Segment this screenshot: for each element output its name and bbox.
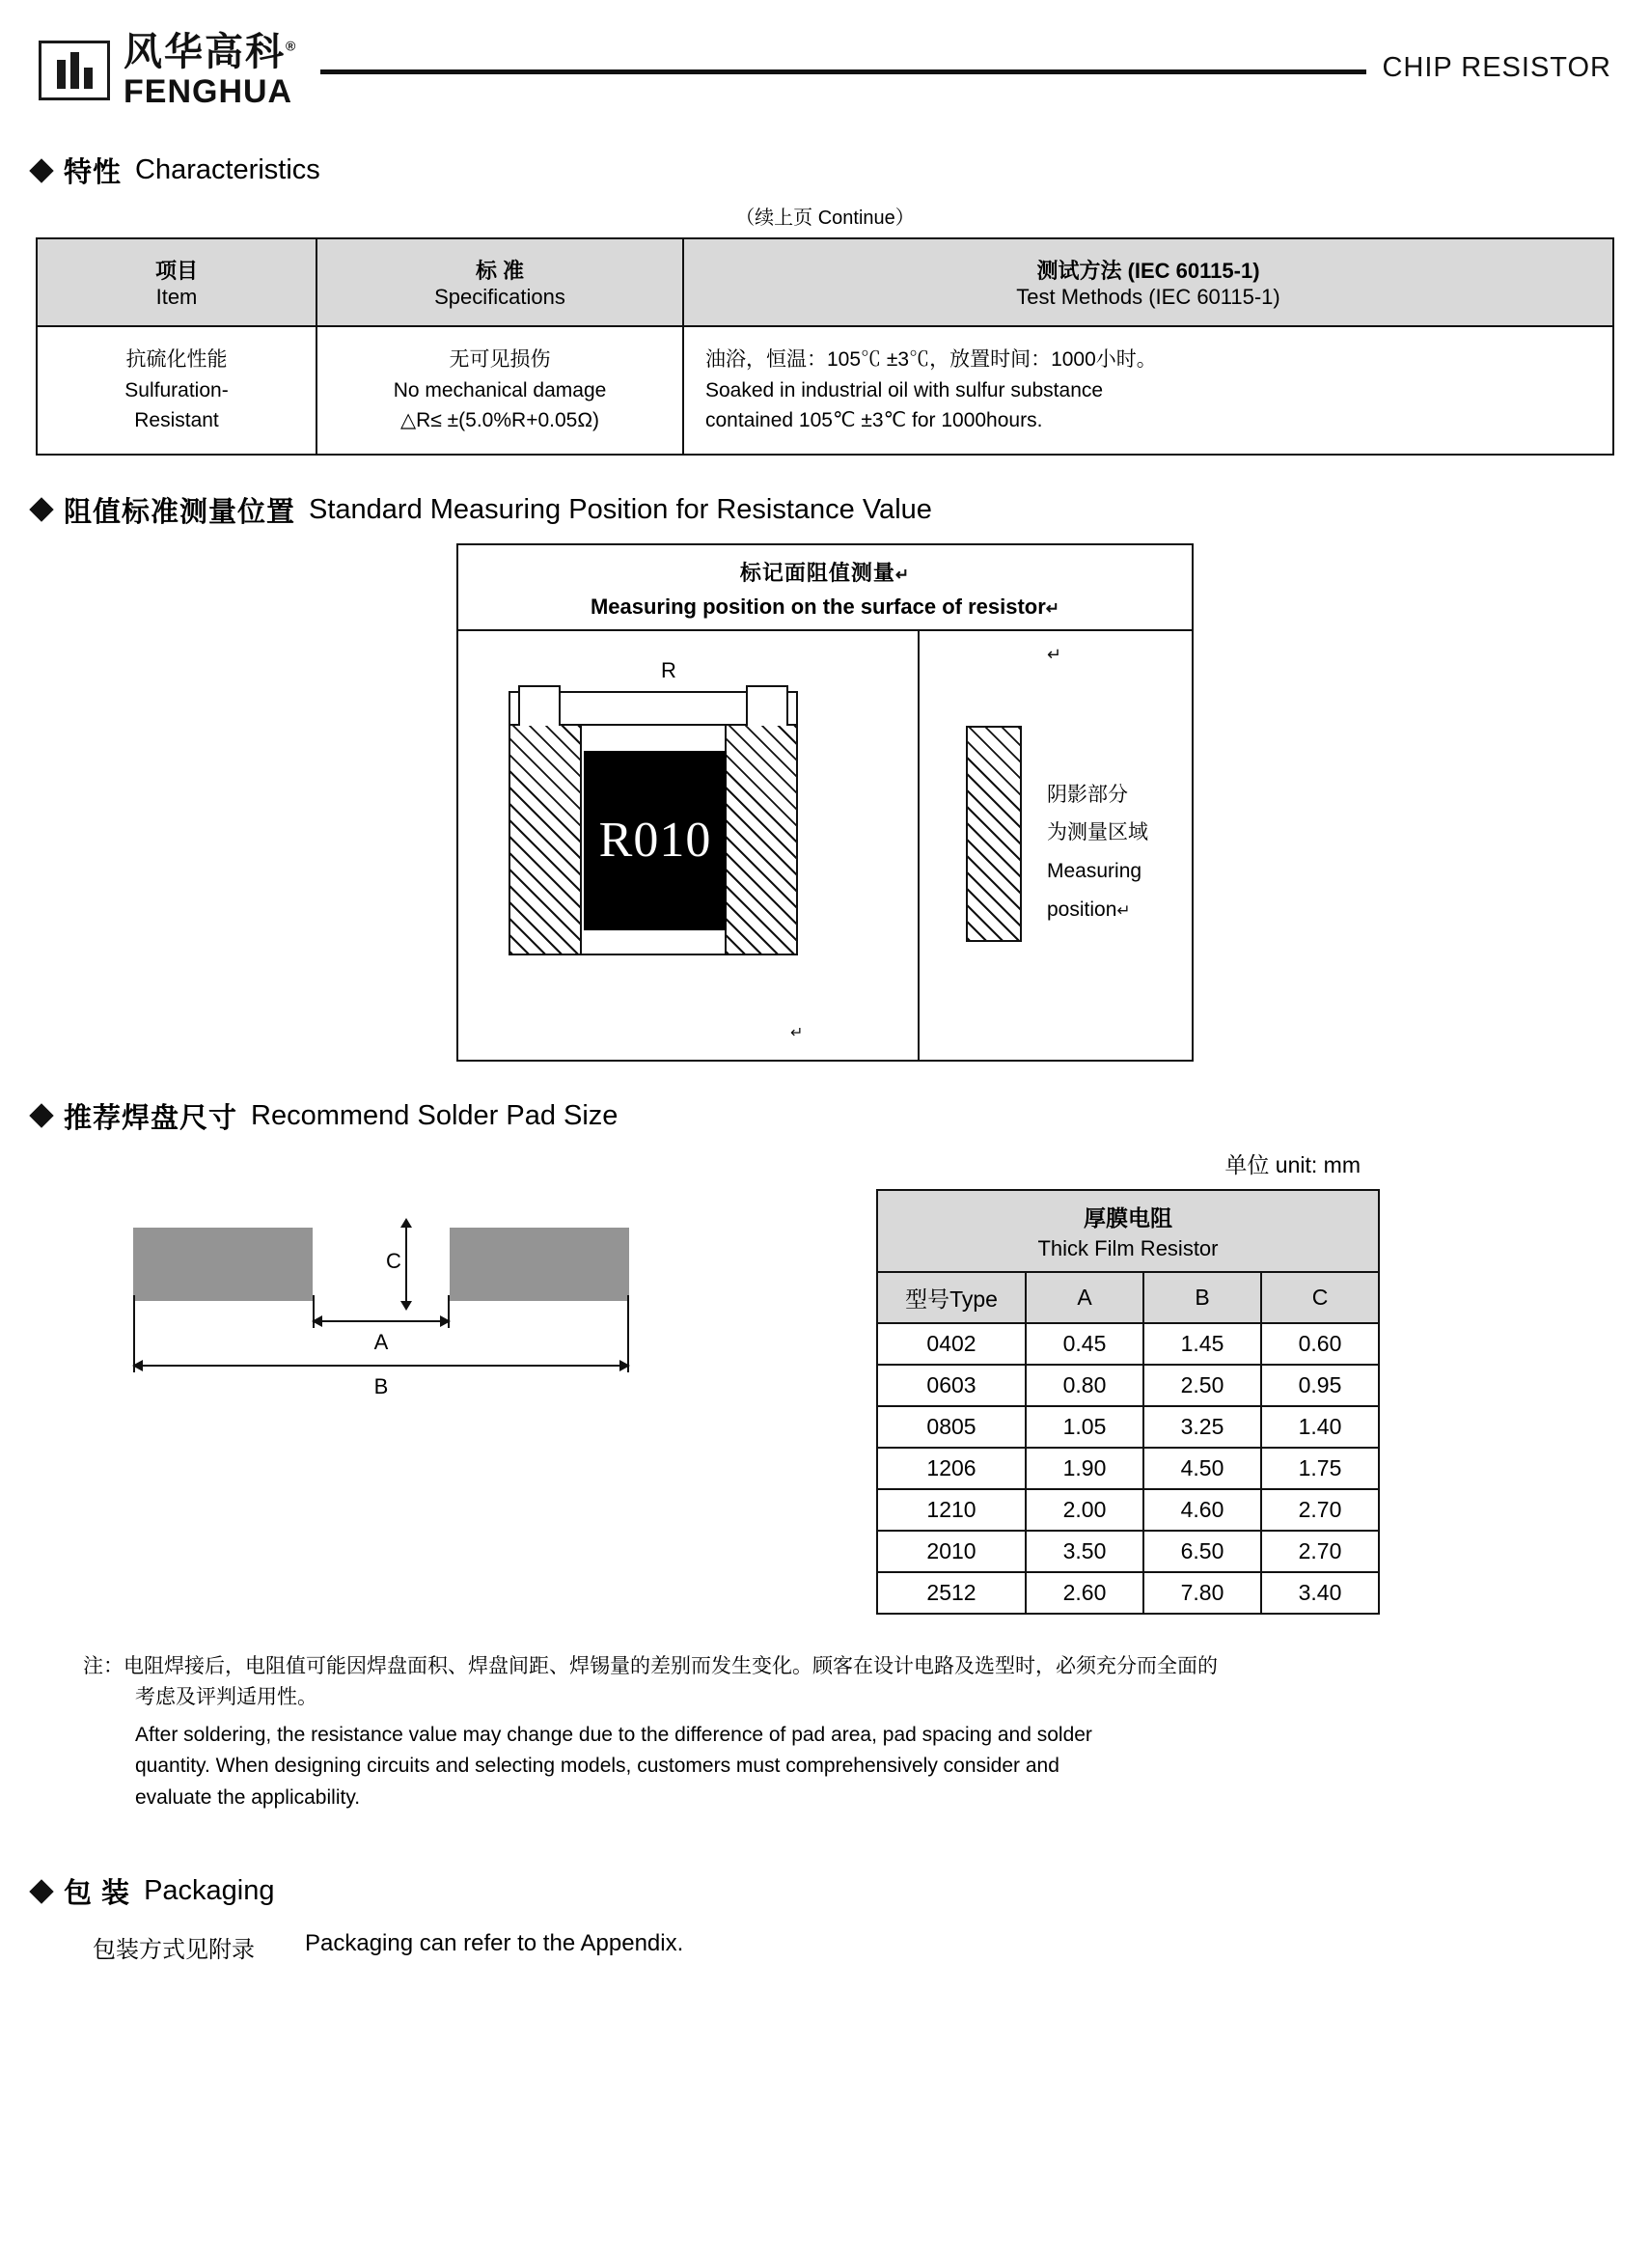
chip-marking-text: R010: [598, 813, 712, 868]
cell-b: 6.50: [1143, 1531, 1261, 1572]
cell-a: 1.90: [1026, 1448, 1143, 1489]
header-item-cn: 项目: [154, 259, 198, 283]
section-title-cn: 特性: [64, 157, 123, 188]
table-row: [877, 1489, 1379, 1531]
legend-en-line1: Measuring: [1047, 860, 1142, 883]
section-title-cn: 包 装: [64, 1878, 131, 1910]
solder-pad-size-table: [876, 1189, 1380, 1615]
figure-left-panel: [458, 631, 920, 1060]
figure-body: [458, 631, 1192, 1060]
table-row: [877, 1406, 1379, 1448]
cell-c: 3.40: [1261, 1572, 1379, 1614]
header-right: [320, 52, 1611, 90]
cell-type: 0805: [877, 1406, 1026, 1448]
fenghua-logo-icon: [39, 41, 110, 100]
return-mark-icon: ↵: [1045, 598, 1060, 618]
item-cn: 抗硫化性能: [125, 348, 228, 371]
return-mark-icon: ↵: [1047, 644, 1062, 664]
cell-a: 2.00: [1026, 1489, 1143, 1531]
cell-type: 2010: [877, 1531, 1026, 1572]
header-item-en: Item: [155, 285, 198, 309]
cell-type: 2512: [877, 1572, 1026, 1614]
page-header: [0, 0, 1650, 116]
solder-pad-note: [83, 1651, 1592, 1814]
measuring-position-figure: [456, 543, 1194, 1062]
table-title-row: [877, 1190, 1379, 1272]
terminal-lead-left: [518, 685, 561, 728]
header-method-en: Test Methods (IEC 60115-1): [1016, 285, 1280, 309]
measuring-position-figure-wrap: [0, 543, 1650, 1062]
table-title-en: Thick Film Resistor: [1037, 1235, 1219, 1260]
section-title-en: Standard Measuring Position for Resistance Value: [309, 493, 932, 525]
solder-pad-content: [0, 1189, 1650, 1615]
terminal-lead-right: [746, 685, 788, 728]
return-mark-icon: ↵: [894, 565, 911, 584]
figure-caption: [458, 545, 1192, 631]
solder-pad-diagram: [96, 1199, 772, 1450]
dimension-b-label: B: [373, 1373, 389, 1398]
cell-c: 2.70: [1261, 1531, 1379, 1572]
section-packaging-heading: [33, 1871, 1650, 1911]
spec-en: No mechanical damage: [393, 378, 607, 401]
chip-marking-body: [584, 751, 727, 930]
cell-test-method: [683, 326, 1613, 455]
header-cell-specifications: [316, 238, 683, 326]
note-en-line3: evaluate the applicability.: [135, 1785, 361, 1809]
cell-c: 1.40: [1261, 1406, 1379, 1448]
cell-c: 2.70: [1261, 1489, 1379, 1531]
column-header-c: C: [1261, 1272, 1379, 1323]
header-spec-en: Specifications: [434, 285, 565, 309]
cell-b: 1.45: [1143, 1323, 1261, 1365]
table-title-cn: 厚膜电阻: [1084, 1204, 1172, 1231]
registered-icon: ®: [286, 38, 298, 54]
diamond-bullet-icon: [29, 158, 53, 182]
header-divider: [320, 69, 1366, 74]
page-title: CHIP RESISTOR: [1382, 51, 1611, 83]
chip-resistor-drawing: [509, 724, 798, 955]
header-spec-cn: 标 准: [475, 259, 525, 283]
section-title-en: Recommend Solder Pad Size: [251, 1099, 619, 1131]
method-en-line2: contained 105℃ ±3℃ for 1000hours.: [705, 409, 1043, 431]
diamond-bullet-icon: [29, 1103, 53, 1127]
table-column-header-row: [877, 1272, 1379, 1323]
company-logo: [39, 33, 297, 108]
cell-a: 1.05: [1026, 1406, 1143, 1448]
characteristics-table: [36, 237, 1614, 456]
cell-type: 0603: [877, 1365, 1026, 1406]
hatched-electrode-left: [510, 726, 582, 954]
cell-specification: [316, 326, 683, 455]
hatched-electrode-right: [725, 726, 796, 954]
column-header-a: A: [1026, 1272, 1143, 1323]
packaging-body-cn: 包装方式见附录: [93, 1937, 255, 1964]
header-cell-test-methods: [683, 238, 1613, 326]
section-title-cn: 推荐焊盘尺寸: [64, 1102, 238, 1134]
packaging-body-en: Packaging can refer to the Appendix.: [305, 1930, 684, 1957]
dimension-a-label: A: [373, 1329, 389, 1354]
note-cn-line2: 考虑及评判适用性。: [135, 1686, 317, 1709]
note-cn-line1: 注：电阻焊接后，电阻值可能因焊盘面积、焊盘间距、焊锡量的差别而发生变化。顾客在设计电路及选型时，必须充分而全面的: [83, 1654, 1218, 1677]
hatched-measuring-area-icon: [966, 726, 1022, 942]
cell-b: 4.50: [1143, 1448, 1261, 1489]
legend-text: [1047, 776, 1148, 930]
note-en-line2: quantity. When designing circuits and selecting models, customers must comprehensively consider and: [135, 1755, 1059, 1778]
cell-a: 0.80: [1026, 1365, 1143, 1406]
spec-formula: △R≤ ±(5.0%R+0.05Ω): [399, 409, 600, 431]
diamond-bullet-icon: [29, 497, 53, 521]
table-header-row: [37, 238, 1613, 326]
cell-b: 7.80: [1143, 1572, 1261, 1614]
cell-c: 0.60: [1261, 1323, 1379, 1365]
figure-right-panel: [920, 631, 1192, 1060]
cell-type: 0402: [877, 1323, 1026, 1365]
table-row: [877, 1572, 1379, 1614]
section-title-cn: 阻值标准测量位置: [64, 496, 296, 528]
return-mark-icon: ↵: [1116, 901, 1131, 921]
legend-cn-line1: 阴影部分: [1047, 783, 1128, 806]
cell-item: [37, 326, 316, 455]
method-cn: 油浴，恒温：105℃ ±3℃，放置时间：1000小时。: [705, 348, 1157, 371]
table-row: [877, 1365, 1379, 1406]
continue-note: （续上页 Continue）: [735, 207, 915, 229]
solder-pad-right: [450, 1228, 629, 1301]
section-title-en: Packaging: [144, 1875, 275, 1907]
return-mark-icon: ↵: [790, 1024, 804, 1041]
method-en-line1: Soaked in industrial oil with sulfur substance: [705, 378, 1104, 401]
header-cell-item: [37, 238, 316, 326]
cell-type: 1210: [877, 1489, 1026, 1531]
logo-en-text: FENGHUA: [124, 73, 293, 110]
column-header-type: 型号Type: [877, 1272, 1026, 1323]
logo-text: [124, 33, 297, 108]
cell-type: 1206: [877, 1448, 1026, 1489]
table-row: [877, 1531, 1379, 1572]
cell-c: 0.95: [1261, 1365, 1379, 1406]
column-header-b: B: [1143, 1272, 1261, 1323]
cell-b: 4.60: [1143, 1489, 1261, 1531]
diamond-bullet-icon: [29, 1879, 53, 1903]
table-row: [37, 326, 1613, 455]
note-en-line1: After soldering, the resistance value may change due to the difference of pad area, pad spacing and solder: [135, 1723, 1092, 1746]
section-characteristics-heading: [33, 151, 1650, 190]
resistance-dimension-label: R: [661, 657, 676, 682]
cell-a: 0.45: [1026, 1323, 1143, 1365]
spec-cn: 无可见损伤: [449, 348, 551, 371]
item-en-line1: Sulfuration-: [124, 378, 229, 401]
section-solder-pad-heading: [33, 1096, 1650, 1136]
unit-label: 单位 unit: mm: [1224, 1151, 1361, 1177]
table-title-cell: [877, 1190, 1379, 1272]
header-method-cn: 测试方法 (IEC 60115-1): [1036, 259, 1260, 283]
solder-pad-left: [133, 1228, 313, 1301]
section-title-en: Characteristics: [135, 154, 320, 185]
item-en-line2: Resistant: [134, 409, 219, 431]
cell-b: 2.50: [1143, 1365, 1261, 1406]
cell-a: 2.60: [1026, 1572, 1143, 1614]
legend-en-line2: position: [1047, 899, 1117, 922]
cell-c: 1.75: [1261, 1448, 1379, 1489]
figure-caption-en: Measuring position on the surface of resistor: [590, 594, 1046, 619]
section-measuring-position-heading: [33, 490, 1650, 530]
figure-caption-cn: 标记面阻值测量: [739, 560, 895, 585]
legend-cn-line2: 为测量区域: [1047, 821, 1148, 844]
table-row: [877, 1323, 1379, 1365]
packaging-body: [93, 1930, 1650, 1964]
dimension-c-label: C: [382, 1249, 405, 1274]
cell-a: 3.50: [1026, 1531, 1143, 1572]
logo-cn-text: 风华高科: [124, 31, 286, 73]
table-row: [877, 1448, 1379, 1489]
cell-b: 3.25: [1143, 1406, 1261, 1448]
